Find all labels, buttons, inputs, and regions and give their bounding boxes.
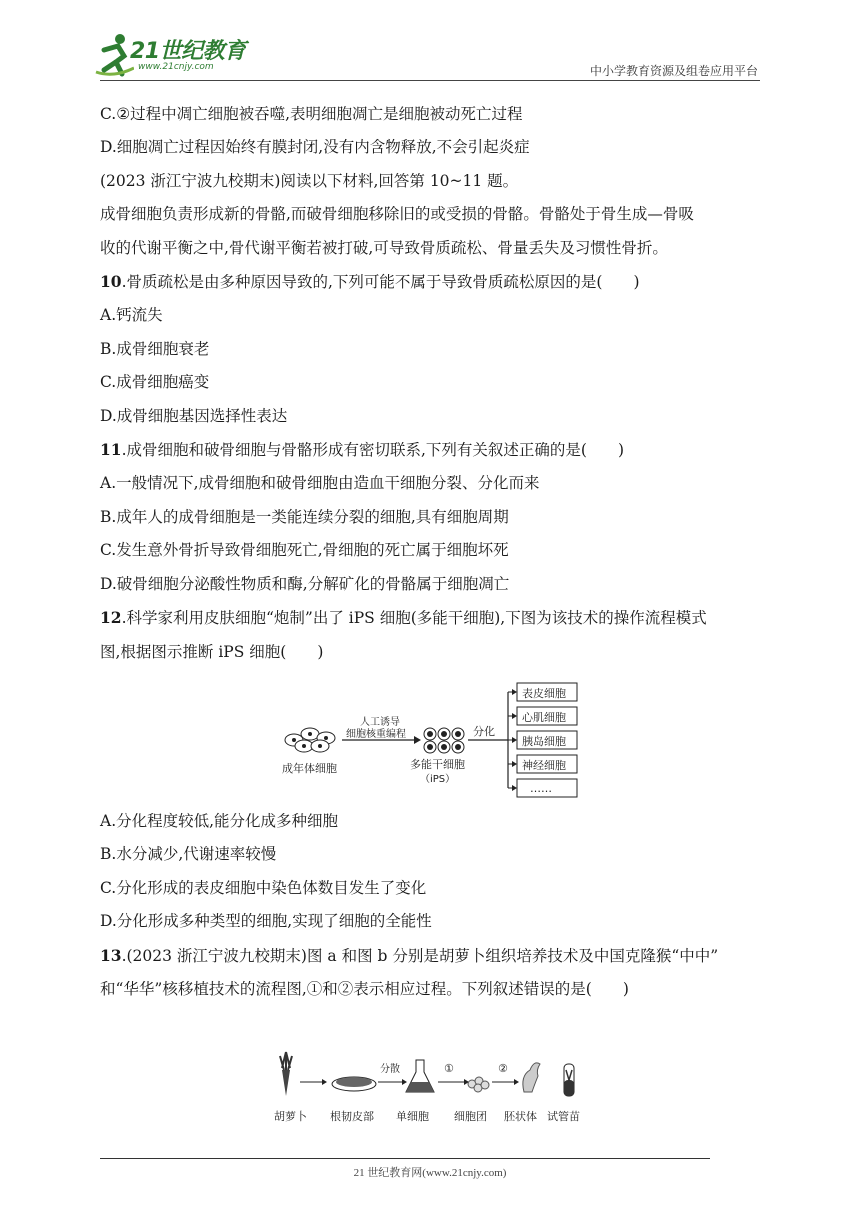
label-embryoid: 胚状体: [504, 1110, 537, 1123]
material-intro: (2023 浙江宁波九校期末)阅读以下材料,回答第 10~11 题。: [100, 171, 519, 190]
material-line-1: 成骨细胞负责形成新的骨骼,而破骨细胞移除旧的或受损的骨骼。骨骼处于骨生成—骨吸: [100, 205, 694, 224]
q10-option-a: A.钙流失: [100, 306, 163, 325]
q10-option-b: B.成骨细胞衰老: [100, 339, 210, 358]
arrow-head-icon: [402, 1079, 407, 1085]
outcome-box: [508, 731, 577, 749]
q12-option-c: C.分化形成的表皮细胞中染色体数目发生了变化: [100, 878, 427, 897]
question-11-stem: [100, 433, 770, 467]
outcome-box: [508, 683, 577, 701]
question-text: .(2023 浙江宁波九校期末)图 a 和图 b 分别是胡萝卜组织培养技术及中国克隆猴“中中”: [121, 946, 719, 965]
adult-cells-icon: [285, 728, 335, 752]
material-line-2: 收的代谢平衡之中,骨代谢平衡若被打破,可导致骨质疏松、骨量丢失及习惯性骨折。: [100, 238, 668, 257]
document-body: [100, 98, 770, 1006]
flask-icon: [406, 1060, 434, 1092]
source-label: 成年体细胞: [282, 762, 337, 775]
page-header: [0, 0, 860, 90]
arrow-head-icon: [514, 1079, 519, 1085]
outcome-boxes: [508, 683, 577, 797]
arrow-head-icon: [322, 1079, 327, 1085]
page-footer: 21 世纪教育网(www.21cnjy.com): [353, 1167, 507, 1179]
question-13-stem-cont: 和“华华”核移植技术的流程图,①和②表示相应过程。下列叙述错误的是( ): [100, 979, 629, 998]
q10-option-c: C.成骨细胞癌变: [100, 373, 210, 392]
outcome-box: [508, 755, 577, 773]
q11-option-b: B.成年人的成骨细胞是一类能连续分裂的细胞,具有细胞周期: [100, 507, 509, 526]
runner-logo-icon: [94, 32, 134, 78]
q11-option-d: D.破骨细胞分泌酸性物质和酶,分解矿化的骨骼属于细胞凋亡: [100, 574, 510, 593]
label-cell-cluster: 细胞团: [454, 1110, 487, 1123]
question-12-stem-cont: 图,根据图示推断 iPS 细胞( ): [100, 642, 324, 661]
q11-option-a: A.一般情况下,成骨细胞和破骨细胞由造血干细胞分裂、分化而来: [100, 474, 540, 493]
q12-option-a: A.分化程度较低,能分化成多种细胞: [100, 811, 339, 830]
label-plantlet: 试管苗: [547, 1110, 580, 1123]
question-number: 13: [100, 945, 122, 965]
label-single-cell: 单细胞: [396, 1110, 429, 1123]
branch-label: 分化: [473, 725, 495, 738]
step-disperse: 分散: [380, 1064, 400, 1075]
platform-title: 中小学教育资源及组卷应用平台: [589, 64, 758, 78]
ips-cells-icon: [424, 728, 464, 753]
ips-flow-diagram: [280, 680, 590, 800]
step-2: ②: [498, 1062, 508, 1075]
outcome-box: [508, 779, 577, 797]
question-12-stem: [100, 601, 770, 635]
logo-url: www.21cnjy.com: [138, 62, 214, 72]
logo-text: 21世纪教育: [130, 39, 246, 64]
outcome-label: ……: [530, 782, 552, 795]
target-label: 多能干细胞: [410, 758, 465, 771]
carrot-icon: [280, 1052, 292, 1096]
arrow-label-bottom: 细胞核重编程: [346, 729, 406, 740]
q12-option-d: D.分化形成多种类型的细胞,实现了细胞的全能性: [100, 912, 432, 931]
question-text: .骨质疏松是由多种原因导致的,下列可能不属于导致骨质疏松原因的是( ): [121, 273, 640, 292]
target-sub: （iPS）: [420, 774, 456, 785]
outcome-label: 胰岛细胞: [522, 735, 566, 748]
option-9c: C.②过程中凋亡细胞被吞噬,表明细胞凋亡是细胞被动死亡过程: [100, 105, 523, 123]
q10-option-d: D.成骨细胞基因选择性表达: [100, 406, 288, 425]
test-tube-icon: [564, 1064, 574, 1096]
question-text: .科学家利用皮肤细胞“炮制”出了 iPS 细胞(多能干细胞),下图为该技术的操作流程模式: [121, 609, 707, 628]
question-text: .成骨细胞和破骨细胞与骨骼形成有密切联系,下列有关叙述正确的是( ): [121, 441, 625, 460]
question-number: 11: [100, 440, 122, 460]
petri-dish-icon: [332, 1077, 376, 1091]
question-13-stem: [100, 939, 770, 973]
header-divider: [100, 80, 760, 81]
outcome-box: [508, 707, 577, 725]
arrow-label-top: 人工诱导: [360, 717, 400, 728]
question-number: 10: [100, 272, 122, 292]
option-9d: D.细胞凋亡过程因始终有膜封闭,没有内含物释放,不会引起炎症: [100, 138, 530, 157]
arrow-head-icon: [414, 736, 421, 744]
carrot-culture-diagram: [272, 1046, 592, 1132]
logo: [94, 32, 264, 78]
step-1: ①: [444, 1062, 454, 1075]
cell-cluster-icon: [468, 1077, 489, 1092]
q12-option-b: B.水分减少,代谢速率较慢: [100, 845, 277, 864]
question-10-stem: [100, 265, 770, 299]
label-carrot: 胡萝卜: [274, 1110, 307, 1123]
outcome-label: 心肌细胞: [522, 711, 566, 724]
embryoid-icon: [523, 1063, 540, 1092]
label-phloem: 根韧皮部: [330, 1110, 374, 1123]
footer-divider: [100, 1158, 710, 1159]
question-number: 12: [100, 608, 122, 628]
q11-option-c: C.发生意外骨折导致骨细胞死亡,骨细胞的死亡属于细胞坏死: [100, 541, 509, 560]
outcome-label: 表皮细胞: [522, 687, 566, 700]
outcome-label: 神经细胞: [522, 759, 566, 772]
